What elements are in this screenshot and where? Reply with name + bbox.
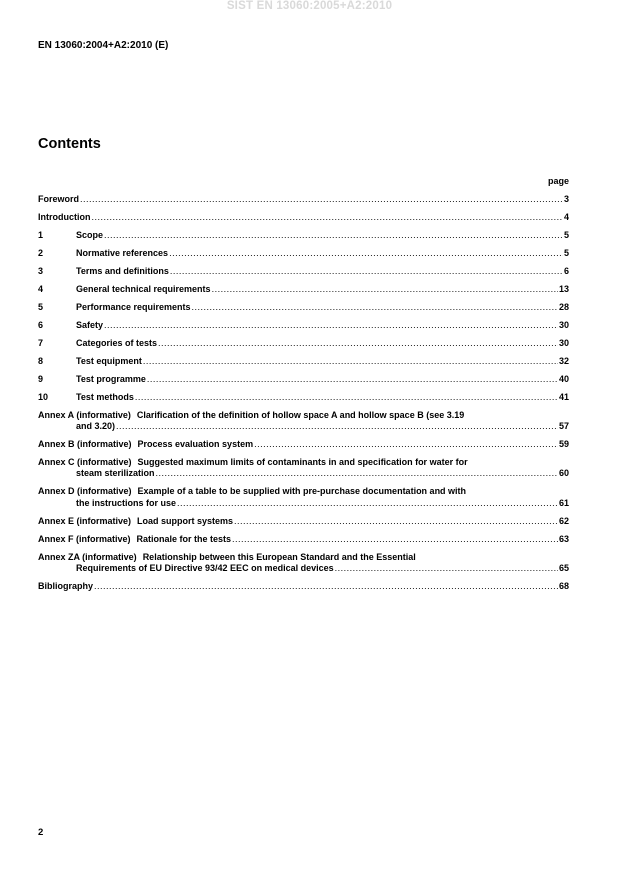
toc-number: 4 [38, 284, 44, 294]
toc-leader [212, 284, 558, 295]
toc-label: Performance requirements [76, 302, 191, 312]
toc-label: Test programme [76, 374, 146, 384]
toc-entry-annex-za[interactable] [38, 552, 569, 574]
toc-page: 30 [558, 320, 569, 330]
toc-page: 5 [563, 230, 569, 240]
page-column-label: page [547, 176, 569, 186]
toc-entry-clause[interactable] [38, 284, 569, 295]
toc-page: 65 [558, 562, 569, 573]
toc-label: Foreword [38, 194, 80, 204]
annex-tag: Annex D (informative) [38, 486, 132, 497]
toc-label-continued: steam sterilization [76, 468, 155, 479]
toc-number: 7 [38, 338, 44, 348]
toc-number: 1 [38, 230, 44, 240]
toc-entry-clause[interactable] [38, 338, 569, 349]
document-id: EN 13060:2004+A2:2010 (E) [38, 40, 169, 51]
toc-leader [104, 320, 558, 331]
toc-label-continued: the instructions for use [76, 497, 177, 508]
toc-label: Process evaluation system [137, 439, 254, 450]
toc-entry-annex-d[interactable] [38, 486, 569, 508]
toc-page: 63 [558, 533, 569, 544]
toc-entry-clause[interactable] [38, 356, 569, 367]
toc-leader [104, 230, 563, 241]
toc-label-continued: Requirements of EU Directive 93/42 EEC on medical devices [76, 562, 334, 573]
toc-entry-clause[interactable] [38, 320, 569, 331]
toc-leader [80, 194, 563, 205]
toc-number: 2 [38, 248, 44, 258]
toc-label: Scope [76, 230, 104, 240]
toc-leader [169, 248, 563, 259]
toc-entry-annex-b[interactable] [38, 439, 569, 450]
toc-leader [116, 421, 558, 432]
toc-page: 59 [558, 439, 569, 450]
toc-entry-clause[interactable] [38, 392, 569, 403]
watermark: SIST EN 13060:2005+A2:2010 [226, 0, 393, 12]
toc-label: Normative references [76, 248, 169, 258]
page-title: Contents [38, 136, 101, 152]
toc-page: 41 [558, 392, 569, 402]
toc-page: 40 [558, 374, 569, 384]
toc-page: 28 [558, 302, 569, 312]
toc-number: 10 [38, 392, 49, 402]
annex-tag: Annex E (informative) [38, 515, 132, 526]
toc-entry-foreword[interactable] [38, 194, 569, 205]
toc-label: Categories of tests [76, 338, 158, 348]
toc-label: Introduction [38, 212, 91, 222]
toc-leader [156, 468, 558, 479]
toc-page: 30 [558, 338, 569, 348]
toc-leader [234, 516, 558, 527]
page-number: 2 [38, 827, 44, 838]
toc-leader [143, 356, 558, 367]
annex-tag: Annex A (informative) [38, 410, 131, 420]
toc-leader [232, 534, 558, 545]
toc-label: Test methods [76, 392, 134, 402]
toc-leader [177, 498, 558, 509]
toc-page: 13 [558, 284, 569, 294]
toc-leader [92, 212, 563, 223]
toc-number: 6 [38, 320, 44, 330]
annex-tag: Annex F (informative) [38, 533, 131, 544]
toc-label: Safety [76, 320, 104, 330]
toc-entry-clause[interactable] [38, 302, 569, 313]
toc-label: Relationship between this European Standard and the Essential [142, 551, 416, 562]
toc-page: 3 [563, 194, 569, 204]
toc-entry-annex-a[interactable] [38, 410, 569, 432]
toc-page: 4 [563, 212, 569, 222]
toc-entry-annex-e[interactable] [38, 516, 569, 527]
toc-label: General technical requirements [76, 284, 211, 294]
toc-label: Suggested maximum limits of contaminants in and specification for water for [137, 457, 468, 468]
toc-entry-introduction[interactable] [38, 212, 569, 223]
toc-leader [135, 392, 558, 403]
toc-number: 8 [38, 356, 44, 366]
toc-page: 32 [558, 356, 569, 366]
toc-leader [192, 302, 558, 313]
annex-tag: Annex C (informative) [38, 457, 132, 468]
toc-entry-annex-f[interactable] [38, 534, 569, 545]
toc-entry-annex-c[interactable] [38, 457, 569, 479]
toc-entry-clause[interactable] [38, 374, 569, 385]
toc-leader [147, 374, 558, 385]
toc-leader [335, 563, 558, 574]
toc-page: 62 [558, 515, 569, 526]
toc-page: 68 [558, 580, 569, 591]
toc-label: Bibliography [38, 580, 94, 591]
toc-leader [170, 266, 563, 277]
toc-page: 60 [558, 468, 569, 479]
toc-number: 3 [38, 266, 44, 276]
toc-leader [158, 338, 558, 349]
toc-label: Clarification of the definition of hollow space A and hollow space B (see 3.19 [136, 410, 465, 420]
toc-page: 6 [563, 266, 569, 276]
table-of-contents [38, 194, 569, 599]
toc-leader [254, 439, 558, 450]
toc-number: 9 [38, 374, 44, 384]
toc-entry-clause[interactable] [38, 266, 569, 277]
toc-leader [94, 581, 558, 592]
toc-page: 57 [558, 421, 569, 432]
toc-label: Rationale for the tests [136, 533, 232, 544]
toc-page: 61 [558, 497, 569, 508]
annex-tag: Annex B (informative) [38, 439, 132, 450]
toc-label: Terms and definitions [76, 266, 169, 276]
annex-tag: Annex ZA (informative) [38, 551, 137, 562]
toc-label-continued: and 3.20) [76, 421, 116, 432]
toc-entry-bibliography[interactable] [38, 581, 569, 592]
toc-entry-clause[interactable] [38, 230, 569, 241]
toc-label: Load support systems [137, 515, 234, 526]
toc-label: Test equipment [76, 356, 142, 366]
toc-label: Example of a table to be supplied with pre-purchase documentation and with [137, 486, 467, 497]
toc-page: 5 [563, 248, 569, 258]
toc-number: 5 [38, 302, 44, 312]
toc-entry-clause[interactable] [38, 248, 569, 259]
